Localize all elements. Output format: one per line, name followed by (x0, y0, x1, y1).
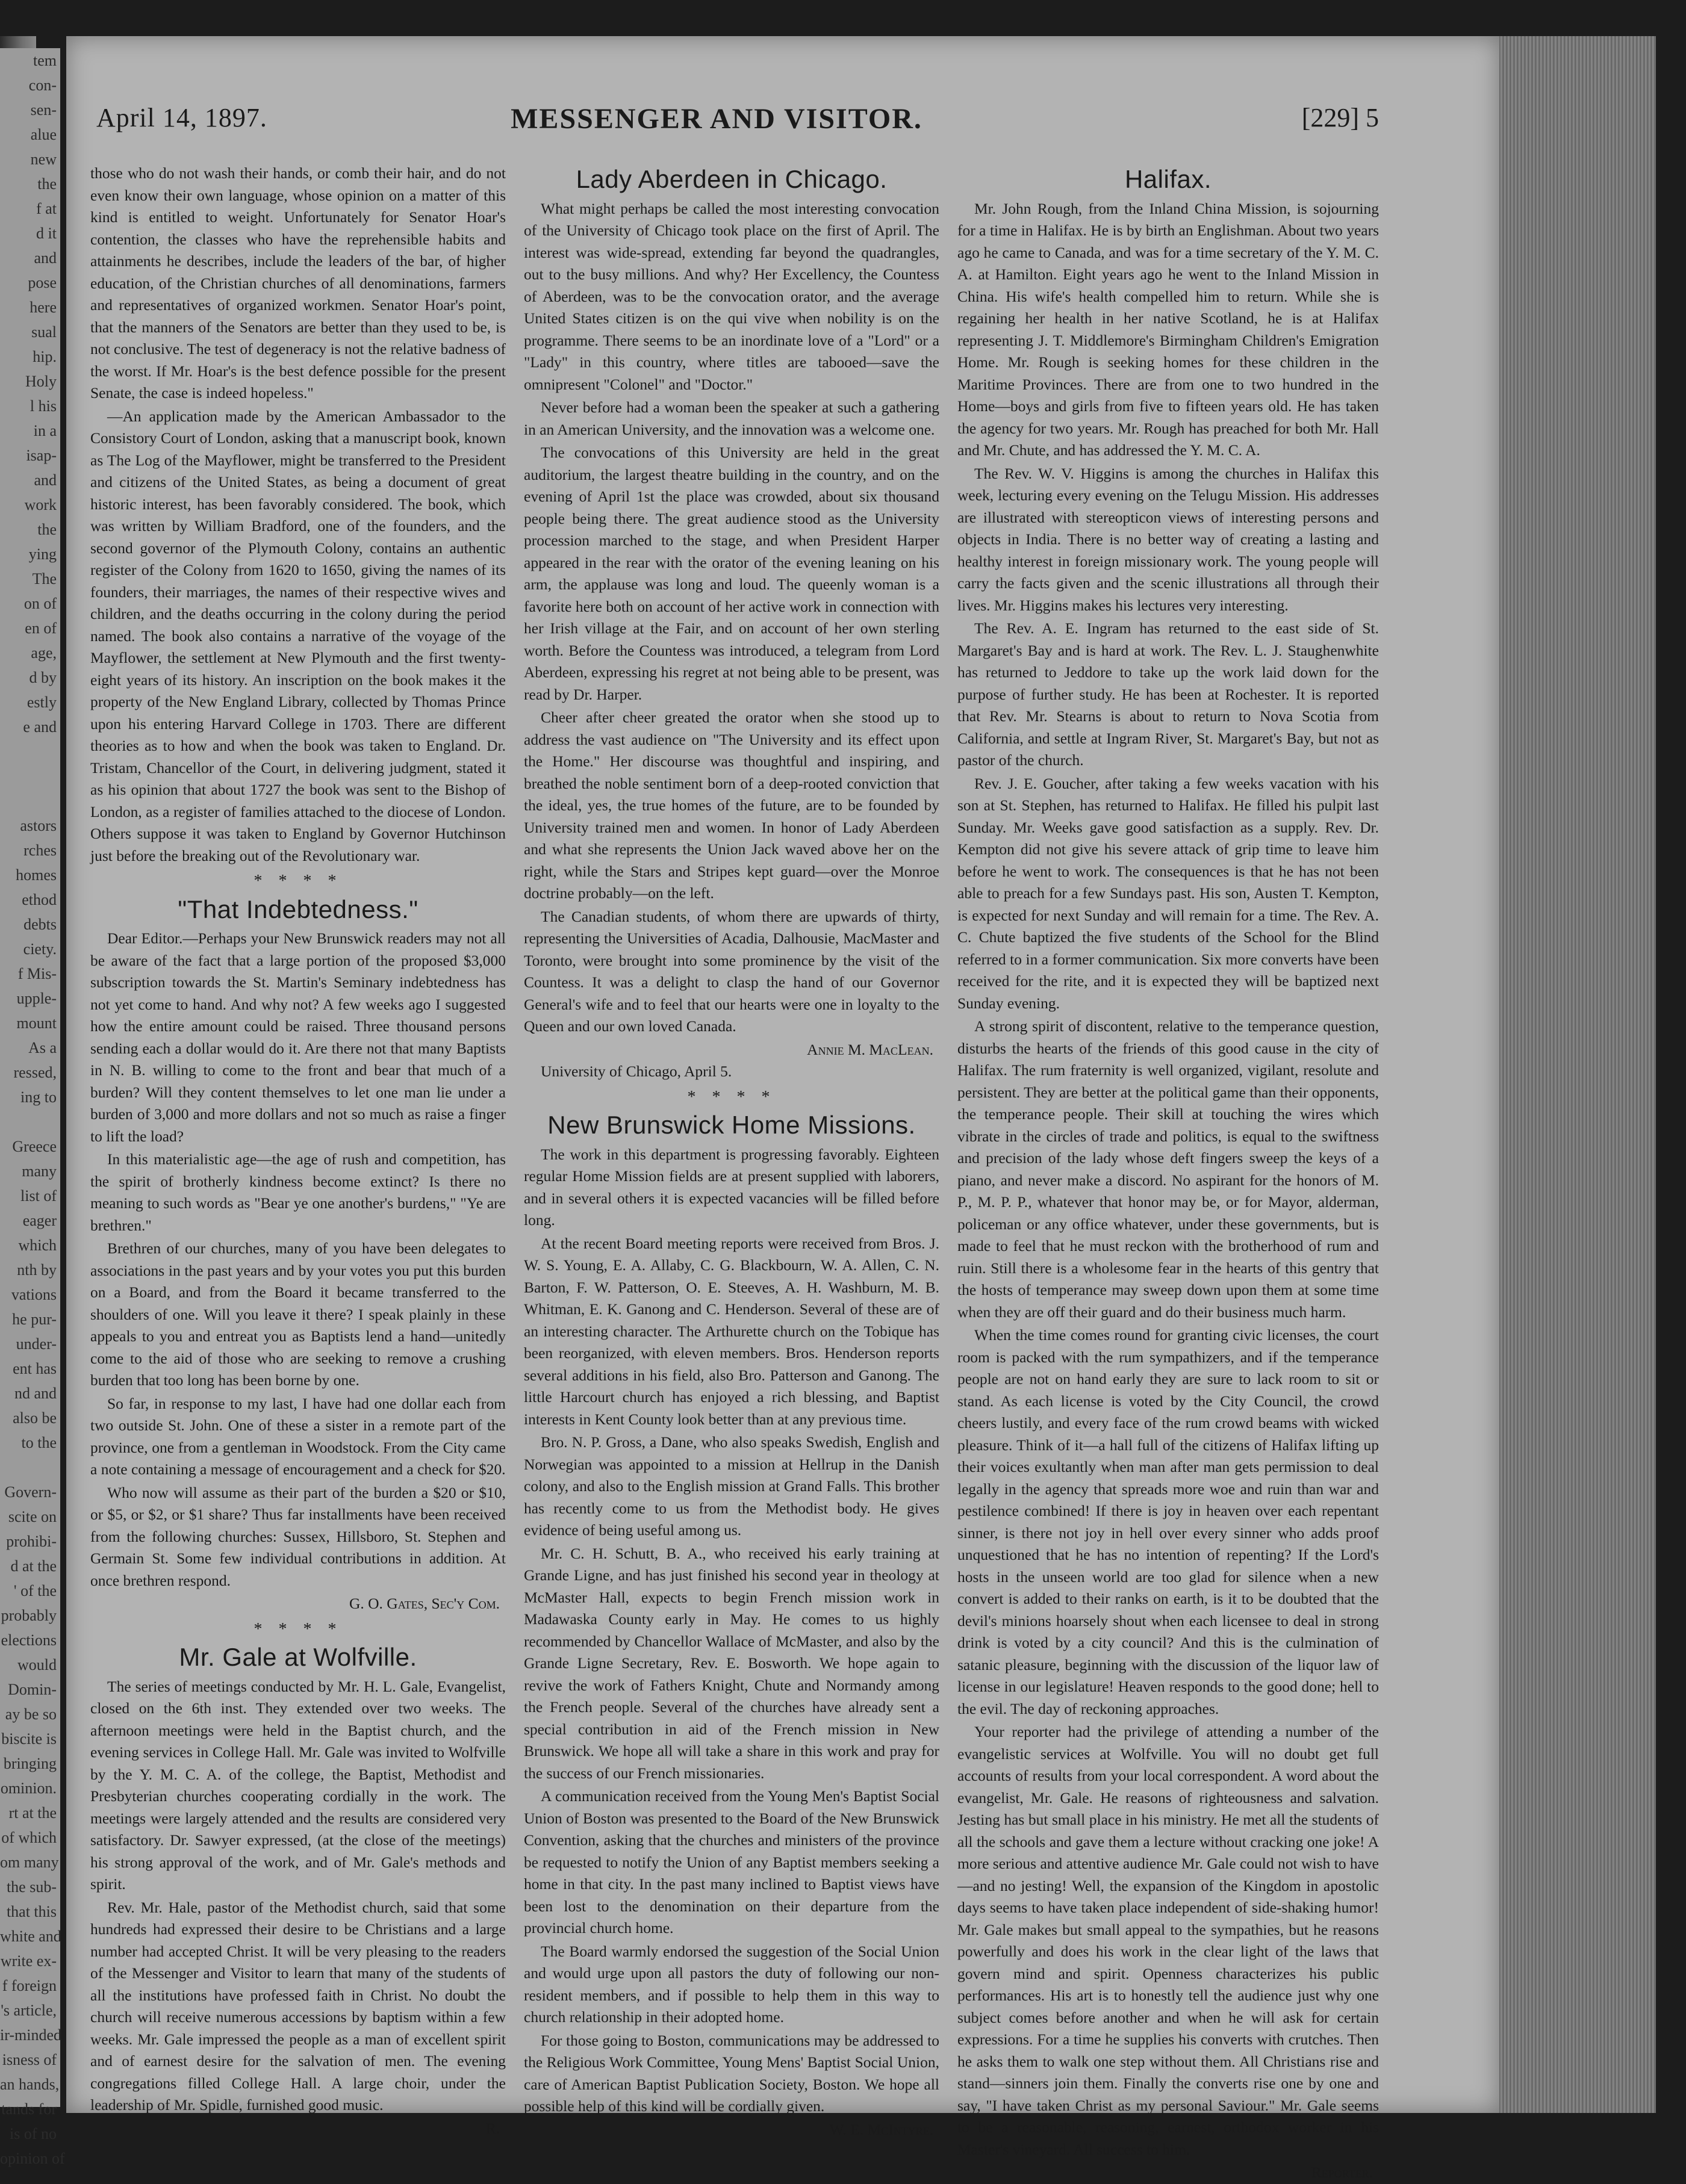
previous-page-fragment: age, (31, 644, 57, 662)
previous-page-fragment: here (30, 299, 57, 316)
section-divider: * * * * (254, 872, 343, 890)
signature: G. O. Gates, Sec'y Com. (349, 1595, 500, 1612)
previous-page-fragment: nth by (17, 1261, 57, 1279)
previous-page-fragment: en of (25, 619, 57, 637)
previous-page-fragment: d by (29, 669, 57, 686)
previous-page-fragment: to the (21, 1434, 57, 1451)
previous-page-fragment: ir-minded (0, 2026, 62, 2044)
previous-page-fragment: f Mis- (17, 965, 57, 982)
paragraph: The Board warmly endorsed the suggestion of the Social Union and would urge upon all pastors the duty of following our non-resident members, and if possible to help them in this way to church relationship in their adopted home. (524, 1942, 939, 2026)
previous-page-fragment (0, 739, 60, 764)
paragraph: Mr. John Rough, from the Inland China Mission, is sojourning for a time in Halifax. He is by birth an Englishman. About two years ago he came to Canada, and was for a time secretary of the Y. M. C. A. at Hamilton. Eight years ago he went to the Inland Mission in China. His wife's health compelled him to return. While she is regaining her health in her native Scotland, he is at Halifax representing J. T. Middlemore's Birmingham Children's Emigration Home. Mr. Rough is seeking homes for these children in the Maritime Provinces. There are from one to two hundred in the Home—boys and girls from five to fifteen years old. He has taken the agency for two years. Mr. Rough has preached for both Mr. Hall and Mr. Chute, and has addressed the Y. M. C. A. (957, 199, 1379, 459)
previous-page-fragment: of which (1, 1829, 57, 1846)
previous-page-fragment: tands for (1, 2100, 57, 2118)
previous-page-fragment: isap- (26, 447, 57, 464)
previous-page-fragment: The (32, 570, 57, 588)
previous-page-fragment: f foreign (2, 1977, 57, 1994)
previous-page-fragment: the (37, 175, 57, 193)
paragraph: Who now will assume as their part of the burden a $20 or $10, or $5, or $2, or $1 share? Thus far installments have been received from the following churches: Sussex, Hillsboro, St. Stephen and Germain St. Some few individual contributions in addition. At once brethren respond. (90, 1483, 506, 1589)
paragraph: Never before had a woman been the speaker at such a gathering in an American University, and the innovation was a welcome one. (524, 399, 939, 438)
signature: R. (485, 2119, 500, 2137)
previous-page-fragment: debts (23, 916, 57, 933)
paragraph: The work in this department is progressing favorably. Eighteen regular Home Mission fields are at present supplied with laborers, and in several others it is expected vacancies will be filled before long. (524, 1145, 939, 1229)
paragraph: Bro. N. P. Gross, a Dane, who also speaks Swedish, English and Norwegian was appointed to a mission at Hellrup in the Danish colony, and also to the English mission at Grand Falls. This brother has recently come to us from the Methodist body. He gives evidence of being useful among us. (524, 1433, 939, 1539)
previous-page-fragment: would (17, 1656, 57, 1674)
section-divider: * * * * (254, 1619, 343, 1639)
previous-page-fragment: also be (13, 1409, 57, 1427)
paragraph: For those going to Boston, communications may be addressed to the Religious Work Committee, Young Mens' Baptist Social Union, care of American Baptist Publication Society, Boston. We hope all possible help of this kind will be cordially given. (524, 2031, 939, 2115)
issue-date: April 14, 1897. (96, 103, 267, 132)
previous-page-fragment: and (34, 249, 57, 267)
paragraph: Your reporter had the privilege of attending a number of the evangelistic services at Wolfville. You will no doubt get full accounts of results from your local correspondent. A word about the evangelist, Mr. Gale. He reasons of righteousness and salvation. Jesting has but small place in his ministry. He met all the students of all the schools and gave them a lecture without cracking one joke! A more serious and attentive audience Mr. Gale could not wish to have—and no jesting! Well, the expansion of the Kingdom in apostolic days seems to have taken place independent of side-shaking humor! Mr. Gale makes but small appeal to the sympathies, but he reasons powerfully and does his work in the clear light of the laws that govern mind and spirit. Openness characterizes his public performances. His art is to honestly tell the audience just why one subject comes before another and when he will ask for certain expressions. For a time he supplies his converts with crutches. Then he asks them to walk one step without them. All Christians rise and stand—sinners join them. Finally the converts rise one by one and say, "I have taken Christ as my personal Saviour." Mr. Gale seems to be a reasonable, reasoning, earnest, orthodox worker in his Master's vineyard. All success to him. (957, 1723, 1379, 2158)
previous-page-fragment: and (34, 471, 57, 489)
previous-page-fragment: alue (30, 126, 57, 143)
previous-page-fragment: he pur- (12, 1311, 57, 1328)
signature: W. E. McIntyre. (829, 2120, 933, 2138)
previous-page-fragment: om many (0, 1854, 59, 1871)
previous-page-fragment: sen- (30, 101, 57, 119)
previous-page-fragment: ressed, (13, 1064, 57, 1081)
previous-page-fragment: upple- (16, 990, 57, 1007)
column-middle (524, 163, 939, 2138)
page-header (48, 102, 1385, 144)
previous-page-fragment: eager (22, 1212, 57, 1229)
paragraph: Brethren of our churches, many of you have been delegates to associations in the past years and by your votes you put this burden on a Board, and from the Board it became transferred to the shoulders of one. Will you leave it there? I speak plainly in these appeals to you and entreat you as Baptists lend a hand—unitedly come to the aid of those who are seeking to remove a crushing burden that too long has been borne by one. (90, 1239, 506, 1389)
previous-page-fragment: bringing (3, 1755, 57, 1772)
previous-page-fragment: many (22, 1162, 57, 1180)
previous-page-fragment: isness of (2, 2051, 57, 2068)
article-heading: "That Indebtedness." (178, 895, 418, 923)
previous-page-fragment: scite on (8, 1508, 57, 1525)
article-heading: Mr. Gale at Wolfville. (179, 1643, 417, 1671)
previous-page-fragment: ethod (22, 891, 57, 908)
previous-page-fragment: an hands, (0, 2076, 60, 2093)
previous-page-fragment: rches (23, 842, 57, 859)
column-left (90, 163, 506, 2137)
previous-page-fragment: list of (20, 1187, 57, 1205)
paragraph: A communication received from the Young Men's Baptist Social Union of Boston was presented to the Board of the New Brunswick Convention, asking that the churches and ministers of the province be requested to notify the Union of any Baptist members seeking a home in that city. In the past many inclined to Baptist views have been lost to the denomination on their departure from the provincial church home. (524, 1787, 939, 1937)
previous-page-fragment: opinion of (0, 2150, 65, 2167)
previous-page-fragment: f at (36, 200, 57, 217)
previous-page-fragment: ' of the (13, 1582, 57, 1599)
previous-page-fragment: ing to (20, 1088, 57, 1106)
page-number: [229] 5 (1301, 103, 1379, 132)
previous-page-fragment: hip. (33, 348, 57, 365)
signature: Annie M. MacLean. (807, 1040, 933, 1058)
previous-page-fragment: which (18, 1236, 57, 1254)
previous-page-fragment: d at the (10, 1557, 57, 1575)
previous-page-fragment: in a (33, 422, 57, 439)
previous-page-fragment: the (37, 521, 57, 538)
paragraph: A strong spirit of discontent, relative to the temperance question, disturbs the hearts of the friends of this good cause in the city of Halifax. The rum fraternity is well organized, vigilant, resolute and persistent. They are better at the political game than their opponents, the temperance people. Their skill at touching the wires which vibrate in the circles of trade and politics, is equal to the swiftness and precision of the lady whose deft fingers sweep the keys of a piano, and never make a discord. No aspirant for the honors of M. P., M. P. P., whatever that honor may be, or for Mayor, alderman, policeman or any office whatever, under these governments, but is made to feel that he must reckon with the brotherhood of rum and ruin. Still there is a wholesome fear in the hearts of this gentry that the hosts of temperance may sweep down upon them at some time when they are off their guard and do their business much harm. (957, 1017, 1379, 1321)
paragraph: Dear Editor.—Perhaps your New Brunswick readers may not all be aware of the fact that a large portion of the proposed $3,000 subscription towards the St. Martin's Seminary indebtedness has not yet come to hand. And why not? A few weeks ago I suggested how the entire amount could be raised. Three thousand persons sending each a dollar would do it. Are there not that many Baptists in N. B. willing to come to the front and bear that much of a burden? Will they content themselves to let one man lie under a burden of 3,000 and more dollars and not so much as raise a finger to lift the load? (90, 929, 506, 1145)
previous-page-fragment: under- (16, 1335, 57, 1353)
previous-page-fragment: Govern- (4, 1483, 57, 1501)
previous-page-fragment: new (30, 150, 57, 168)
paragraph: The Rev. A. E. Ingram has returned to the east side of St. Margaret's Bay and is hard at work. The Rev. L. J. Staughenwhite has returned to Jeddore to take up the work laid down for the purpose of further study. He has been at Rochester. It is reported that Rev. Mr. Stearns is about to return to Nova Scotia from California, and settle at Ingram River, St. Margaret's Bay, but not as pastor of the church. (957, 619, 1379, 769)
previous-page-fragment (0, 1455, 60, 1480)
previous-page-fragment: is of no (10, 2125, 57, 2142)
paragraph: At the recent Board meeting reports were received from Bros. J. W. S. Young, E. A. Allaby, C. G. Blackbourn, W. A. Allen, C. N. Barton, F. W. Patterson, O. E. Steeves, A. H. Washburn, M. B. Whitman, E. K. Ganong and C. Henderson. Several of these are of an interesting character. The Arthurette church on the Tobique has been reorganized, with eleven members. Bros. Henderson reports several additions in his field, also Bro. Patterson and Ganong. The little Harcourt church has enjoyed a rich blessing, and Baptist interests in Kent County look better than at any previous time. (524, 1234, 939, 1428)
previous-page-fragment: l his (30, 397, 57, 415)
previous-page-fragment: elections (1, 1631, 57, 1649)
newspaper-title: MESSENGER AND VISITOR. (511, 103, 922, 135)
previous-page-fragment (0, 1109, 60, 1134)
previous-page-fragment: d it (36, 225, 57, 242)
previous-page-fragment (0, 764, 60, 789)
previous-page-fragment: work (24, 496, 57, 513)
previous-page-fragment: pose (28, 274, 57, 291)
dateline: University of Chicago, April 5. (541, 1063, 732, 1080)
previous-page-fragment: mount (16, 1014, 57, 1032)
paragraph: The series of meetings conducted by Mr. H. L. Gale, Evangelist, closed on the 6th inst. They extended over two weeks. The afternoon meetings were held in the Baptist church, and the evening services in College Hall. Mr. Gale was invited to Wolfville by the Y. M. C. A. of the college, the Baptist, Methodist and Presbyterian churches cooperating cordially in the work. The meetings were largely attended and the results are considered very satisfactory. Dr. Sawyer expressed, (at the close of the meetings) his strong approval of the work, and of Mr. Gale's methods and spirit. (90, 1677, 506, 1893)
previous-page-margin (0, 48, 65, 2167)
signature: Reporter. (1311, 2164, 1373, 2181)
previous-page-fragment: on of (23, 595, 57, 612)
previous-page-fragment: Holy (25, 373, 57, 390)
previous-page-fragment: write ex- (0, 1952, 57, 1970)
previous-page-fragment: Greece (12, 1138, 57, 1155)
previous-page-fragment: ent has (13, 1360, 57, 1377)
paragraph: So far, in response to my last, I have had one dollar each from two outside St. John. One of these a sister in a remote part of the province, one from a gentleman in Woodstock. From the City came a note containing a message of encouragement and a check for $20. (90, 1394, 506, 1478)
previous-page-fragment (0, 789, 60, 813)
previous-page-fragment: e and (23, 718, 57, 736)
paragraph: The convocations of this University are held in the great auditorium, the largest theatre building in the country, and on the evening of April 1st the place was crowded, about six thousand people being there. The great audience stood as the University procession marched to the stage, and when President Harper appeared in the rear with the orator of the evening leaning on his arm, the applause was long and loud. The queenly woman is a favorite here both on account of her active work in connection with her Irish village at the Fair, and on account of her own sterling worth. Before the Countess was introduced, a telegram from Lord Aberdeen, expressing his regret at not being able to be present, was read by Dr. Harper. (524, 444, 939, 703)
paragraph: Cheer after cheer greated the orator when she stood up to address the vast audience on "The University and its effect upon the Home." Her discourse was thoughtful and inspiring, and breathed the noble sentiment born of a deep-rooted conviction that the ideal, yes, the true homes of the future, are to be founded by University trained men and women. In honor of Lady Aberdeen and what she represents the Union Jack waved above her on the right, while the Stars and Stripes kept guard—over the Monroe doctrine probably—on the left. (524, 709, 939, 902)
previous-page-fragment: homes (16, 866, 57, 884)
previous-page-fragment: probably (1, 1607, 57, 1624)
previous-page-fragment: tem (33, 52, 57, 69)
previous-page-fragments (0, 48, 65, 2171)
article-heading: Halifax. (1124, 165, 1212, 193)
previous-page-fragment: vations (11, 1286, 57, 1303)
previous-page-fragment: estly (26, 693, 57, 711)
paragraph: —An application made by the American Ambassador to the Consistory Court of London, asking that a manuscript book, known as The Log of the Mayflower, might be transferred to the President and citizens of the United States, as being a document of great historic interest, has been favorably considered. The book, which was written by William Bradford, one of the founders, and the second governor of the Plymouth Colony, contains an authentic register of the Colony from 1620 to 1650, giving the names of its founders, their marriages, the names of their respective wives and children, and the deaths occurring in the colony during the period named. The book also contains a narrative of the voyage of the Mayflower, the settlement at New Plymouth and the first twenty-eight years of its history. An inscription on the book makes it the property of the New England Library, collected by Thomas Prince upon his entering Harvard College in 1703. There are different theories as to how and when the book was taken to England. Dr. Tristam, Chancellor of the Court, in delivering judgment, stated it as his opinion that about 1727 the book was sent to the Bishop of London, as a register of families attached to the diocese of London. Others suppose it was taken to England by Governor Hutchinson just before the breaking out of the Revolutionary war. (90, 407, 506, 864)
previous-page-fragment: ying (28, 545, 57, 563)
previous-page-fragment: con- (28, 76, 57, 94)
article-heading: New Brunswick Home Missions. (547, 1111, 916, 1139)
previous-page-fragment: the sub- (6, 1878, 57, 1896)
section-divider: * * * * (687, 1087, 776, 1106)
paragraph: those who do not wash their hands, or comb their hair, and do not even know their own language, whose opinion on a matter of this kind is entitled to weight. Unfortunately for Senator Hoar's contention, the classes who have the reprehensible habits and attainments he describes, include the leaders of the bar, of higher education, of the Christian churches of all denominations, farmers and representatives of organized workmen. Senator Hoar's point, that the manners of the Senators are better than they used to be, is not conclusive. The test of degeneracy is not the relative badness of the worst. If Mr. Hoar's is the best defence possible for the present Senate, the case is indeed hopeless." (90, 164, 506, 402)
previous-page-fragment: astors (20, 817, 57, 834)
paragraph: What might perhaps be called the most interesting convocation of the University of Chicago took place on the first of April. The interest was wide-spread, extending far beyond the quadrangles, out to the busy millions. And why? Her Excellency, the Countess of Aberdeen, was to be the convocation orator, and the average United States citizen is on the qui vive when nobility is on the programme. There seems to be an inordinate love of a "Lord" or a "Lady" in this country, where titles are tabooed—save the omnipresent "Colonel" and "Doctor." (524, 199, 939, 393)
previous-page-fragment: that this (6, 1903, 57, 1920)
article-heading: Lady Aberdeen in Chicago. (576, 165, 888, 193)
previous-page-fragment: As a (28, 1039, 57, 1056)
previous-page-fragment: ciety. (23, 940, 57, 958)
previous-page-fragment: Domin- (8, 1681, 57, 1698)
previous-page-fragment: sual (31, 323, 57, 341)
previous-page-fragment: prohibi- (6, 1533, 57, 1550)
paragraph: The Canadian students, of whom there are upwards of thirty, representing the Universities of Acadia, Dalhousie, MacMaster and Toronto, were brought into some prominence by the visit of the Countess. It was a delight to clasp the hand of our Governor General's wife and to feel that our hearts were one in loyalty to the Queen and our own loved Canada. (524, 907, 939, 1035)
paragraph: In this materialistic age—the age of rush and competition, has the spirit of brotherly kindness become extinct? Is there no meaning to such words as "Bear ye one another's burdens," "Ye are brethren." (90, 1150, 506, 1234)
paragraph: Rev. J. E. Goucher, after taking a few weeks vacation with his son at St. Stephen, has returned to Halifax. He filled his pulpit last Sunday. Mr. Weeks gave good satisfaction as a supply. Rev. Dr. Kempton did not give his severe attack of grip time to leave him before he went to work. The consequences is that he has not been able to preach for a few Sundays past. His son, Austen T. Kempton, is expected for next Sunday and will remain for a time. The Rev. A. C. Chute baptized the five students of the School for the Blind referred to in a former communication. Six more converts have been received for the rite, and it is expected they will be baptized next Sunday evening. (957, 774, 1379, 1012)
previous-page-fragment: nd and (14, 1385, 57, 1402)
previous-page-fragment: biscite is (1, 1730, 57, 1748)
column-right (957, 163, 1379, 2181)
paragraph: When the time comes round for granting civic licenses, the court room is packed with the rum sympathizers, and if the temperance people are not on hand early they are sure to lack room to sit or stand. As each license is voted by the City Council, the crowd cheers lustily, and every face of the rum crowd beams with wicked pleasure. Think of it—a hall full of the citizens of Halifax lifting up their voices exultantly when man after man gets permission to deal legally in the agency that spreads more woe and ruin than war and pestilence combined! If there is joy in heaven over each repentant sinner, is there not joy in hell over every sinner who adds proof unquestioned that he has no intention of repenting? If the Lord's hosts in the unseen world are too glad for silence when a new convert is added to their ranks on earth, is it to be doubted that the devil's minions hoarsely shout when each licensee to deal in strong drink is voted by a city council? And this is the culmination of satanic pleasure, beginning with the discussion of the liquor law of license in our legislature! Heaven responds to the good done; hell to the evil. The day of reckoning approaches. (957, 1326, 1379, 1717)
previous-page-fragment: ominion. (0, 1779, 57, 1797)
previous-page-fragment: white and (0, 1928, 61, 1945)
previous-page-fragment: rt at the (8, 1804, 57, 1822)
paragraph: The Rev. W. V. Higgins is among the churches in Halifax this week, lecturing every evening on the Telugu Mission. His addresses are illustrated with stereopticon views of interesting persons and objects in India. There is no better way of creating a lasting and healthy interest in foreign missionary work. The young people will carry the facts given and the scenic illustrations all through their lives. Mr. Higgins makes his lectures very interesting. (957, 464, 1379, 614)
previous-page-fragment: ay be so (5, 1705, 57, 1723)
paragraph: Rev. Mr. Hale, pastor of the Methodist church, said that some hundreds had expressed their desire to be Christians and a large number had accepted Christ. It will be very pleasing to the readers of the Messenger and Visitor to learn that many of the students of all the institutions have professed faith in Christ. No doubt the church will receive numerous accessions by baptism within a few weeks. Mr. Gale impressed the people as a man of excellent spirit and of earnest desire for the salvation of men. The evening congregations filled College Hall. A large choir, under the leadership of Mr. Spidle, furnished good music. (90, 1898, 506, 2114)
previous-page-fragment: 's article, (1, 2002, 57, 2019)
book-page-edges (1499, 36, 1656, 2113)
paragraph: Mr. C. H. Schutt, B. A., who received his early training at Grande Ligne, and has just finished his second year in theology at McMaster Hall, expects to begin French mission work in Madawaska County early in May. He comes to us highly recommended by Chancellor Wallace of McMaster, and also by the Grande Ligne Secretary, Rev. E. Bosworth. We hope again to revive the work of Fathers Knight, Chute and Normandy among the French people. Several of the churches have already sent a special contribution in aid of the French mission in New Brunswick. We hope all will take a share in this work and pray for the success of our French missionaries. (524, 1544, 939, 1782)
